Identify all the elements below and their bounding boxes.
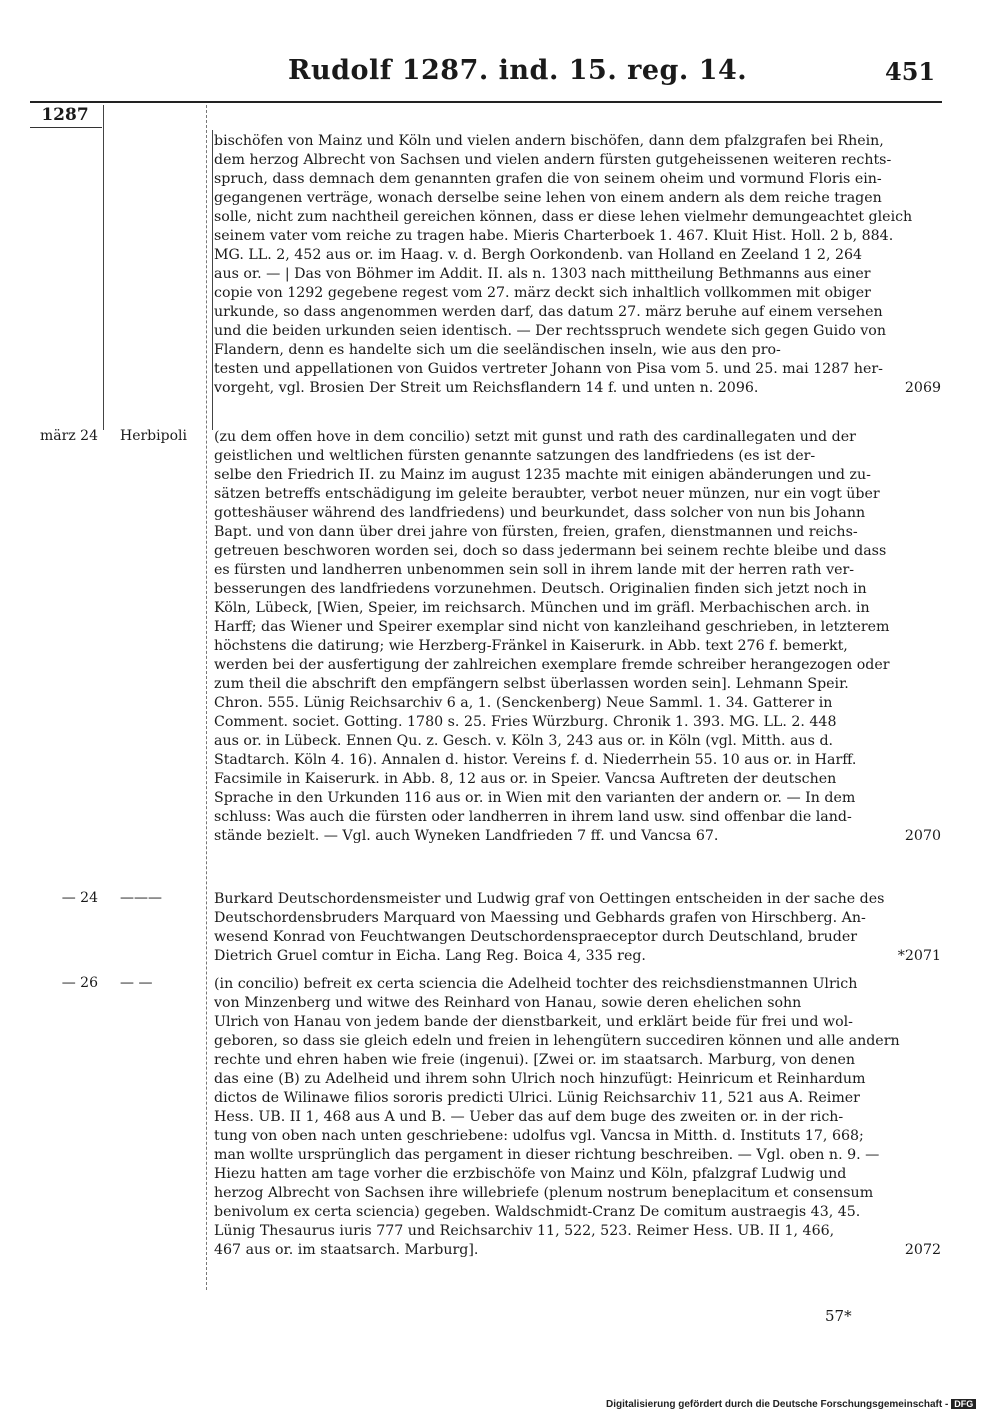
entry-2069 [214,132,941,398]
entry-line-last [214,379,941,398]
entry-line: geistlichen und weltlichen fürsten genannte satzungen des landfriedens (es ist der- [214,448,816,464]
entry-line: aus or. in Lübeck. Ennen Qu. z. Gesch. v. Köln 3, 243 aus or. in Köln (vgl. Mitth. aus d. [214,733,834,749]
entry-line: dictos de Wilinawe filios sororis predicti Ulrici. Lünig Reichsarchiv 11, 521 aus A. Reimer [214,1090,860,1106]
entry-line: solle, nicht zum nachtheil gereichen können, dass er diese lehen vielmehr demungeachtet gleich [214,209,913,225]
entry-line: rechte und ehren haben wie freie (ingenui). [Zwei or. im staatsarch. Marburg, von denen [214,1052,856,1068]
entry-line: sätzen betreffs entschädigung im geleite beraubter, verbot neuer münzen, nur ein vogt über [214,486,880,502]
entry-line: besserungen des landfriedens vorzunehmen. Deutsch. Originalien finden sich jetzt noch in [214,581,867,597]
entry-line: bischöfen von Mainz und Köln und vielen andern bischöfen, dann dem pfalzgrafen bei Rhein, [214,133,884,149]
entry-line: getreuen beschworen worden sei, doch so dass jedermann bei seinem rechte bleibe und dass [214,543,887,559]
entry-line: dem herzog Albrecht von Sachsen und vielen andern fürsten gutgeheissenen weiteren rechts- [214,152,892,168]
year-rule [30,127,102,128]
entry-line: (in concilio) befreit ex certa sciencia die Adelheid tochter des reichsdienstmannen Ulrich [214,976,858,992]
entry-line: vorgeht, vgl. Brosien Der Streit um Reichsflandern 14 f. und unten n. 2096. [214,380,759,396]
entry-line: zum theil die abschrift den empfängern selbst überlassen worden sein]. Lehmann Speir. [214,676,849,692]
entry-line: Facsimile in Kaiserurk. in Abb. 8, 12 aus or. in Speier. Vancsa Auftreten der deutschen [214,771,837,787]
entry-line: Bapt. und von dann über drei jahre von fürsten, freien, grafen, dienstmannen und reichs- [214,524,858,540]
entry-line: geboren, so dass sie gleich edeln und freien in lehengütern succediren können und alle andern [214,1033,900,1049]
entry-line: stände bezielt. — Vgl. auch Wyneken Landfrieden 7 ff. und Vancsa 67. [214,828,719,844]
entry-line: wesend Konrad von Feuchtwangen Deutschordenspraeceptor durch Deutschland, bruder [214,929,858,945]
entry-line: Flandern, denn es handelte sich um die seeländischen inseln, wie aus den pro- [214,342,781,358]
entry-line: copie von 1292 gegebene regest vom 27. märz deckt sich inhaltlich vollkommen mit obiger [214,285,871,301]
entry-line: urkunde, so dass angenommen werden darf, das datum 27. märz beruhe auf einem versehen [214,304,883,320]
entry-line: Köln, Lübeck, [Wien, Speier, im reichsarch. München und im gräfl. Merbachischen arch. in [214,600,870,616]
entry-date: — 26 [61,975,98,991]
entry-line-last [214,947,941,966]
header-rule [30,101,942,103]
entry-line: Chron. 555. Lünig Reichsarchiv 6 a, 1. (Senckenberg) Neue Samml. 1. 34. Gatterer in [214,695,833,711]
entry-line: seinem vater vom reiche zu tragen habe. Mieris Charterboek 1. 467. Kluit Hist. Holl. 2 b, 884. [214,228,894,244]
entry-line: es fürsten und landherren unbenommen sein soll in ihrem lande mit der herren rath ver- [214,562,855,578]
entry-line: schluss: Was auch die fürsten oder landherren in ihrem land usw. sind offenbar die land- [214,809,852,825]
entry-line: man wollte ursprünglich das pergament in dieser richtung beschreiben. — Vgl. oben n. 9. — [214,1147,880,1163]
footer-text: Digitalisierung gefördert durch die Deutsche Forschungsgemeinschaft - [606,1399,949,1410]
entry-line: Deutschordensbruders Marquard von Maessing und Gebhards grafen von Hirschberg. An- [214,910,866,926]
entry-line: Hess. UB. II 1, 468 aus A und B. — Ueber das auf dem buge des zweiten or. in der rich- [214,1109,844,1125]
entry-line: das eine (B) zu Adelheid und ihrem sohn Ulrich noch hinzufügt: Heinricum et Reinhardum [214,1071,866,1087]
digitization-footer [606,1399,976,1410]
entry-line: Burkard Deutschordensmeister und Ludwig graf von Oettingen entscheiden in der sache des [214,891,885,907]
entry-line: aus or. — | Das von Böhmer im Addit. II. als n. 1303 nach mittheilung Bethmanns aus einer [214,266,871,282]
regest-number: 2069 [904,380,941,396]
entry-place: Herbipoli [120,428,187,444]
entry-2070 [214,428,941,846]
entry-line: benivolum ex certa sciencia) gegeben. Waldschmidt-Cranz De comitum austraegis 43, 45. [214,1204,861,1220]
place-column-rule [206,105,208,1290]
regest-number: 2070 [904,828,941,844]
entry-date: märz 24 [40,428,98,444]
entry-line: Harff; das Wiener und Speirer exemplar sind nicht von kanzleihand geschrieben, in letzterem [214,619,890,635]
entry-line: Hiezu hatten am tage vorher die erzbischöfe von Mainz und Köln, pfalzgraf Ludwig und [214,1166,847,1182]
text-column-rule [212,130,213,430]
regest-number: 2072 [904,1242,941,1258]
entry-line: Stadtarch. Köln 4. 16). Annalen d. histor. Vereins f. d. Niederrhein 55. 10 aus or. in Harff. [214,752,857,768]
page-number: 451 [885,57,936,86]
entry-line: höchstens die datirung; wie Herzberg-Fränkel in Kaiserurk. in Abb. text 276 f. bemerkt, [214,638,848,654]
entry-2072 [214,975,941,1260]
margin-year: 1287 [41,105,89,125]
entry-line: testen und appellationen von Guidos vertreter Johann von Pisa vom 5. und 25. mai 1287 her- [214,361,883,377]
regest-number: *2071 [897,948,941,964]
entry-line: Comment. societ. Gotting. 1780 s. 25. Fries Würzburg. Chronik 1. 393. MG. LL. 2. 448 [214,714,837,730]
entry-line: tung von oben nach unten geschriebene: udolfus vgl. Vancsa in Mitth. d. Instituts 17, 668; [214,1128,864,1144]
entry-line: werden bei der ausfertigung der zahlreichen exemplare fremde schreiber herangezogen oder [214,657,890,673]
date-column-rule [103,105,104,430]
folio-signature: 57* [825,1307,852,1325]
entry-line: von Minzenberg und witwe des Reinhard von Hanau, sowie deren ehelichen sohn [214,995,802,1011]
entry-line: Ulrich von Hanau von jedem bande der dienstbarkeit, und erklärt beide für frei und wol- [214,1014,853,1030]
running-head-title: Rudolf 1287. ind. 15. reg. 14. [288,55,748,86]
entry-line: gotteshäuser während des landfriedens) und beurkundet, dass solcher von nun bis Johann [214,505,866,521]
entry-line-last [214,827,941,846]
entry-line: Dietrich Gruel comtur in Eicha. Lang Reg. Boica 4, 335 reg. [214,948,646,964]
entry-line: und die beiden urkunden seien identisch. — Der rechtsspruch wendete sich gegen Guido von [214,323,886,339]
entry-line: herzog Albrecht von Sachsen ihre willebriefe (plenum nostrum beneplacitum et consensum [214,1185,874,1201]
entry-date: — 24 [61,890,98,906]
entry-line: Lünig Thesaurus iuris 777 und Reichsarchiv 11, 522, 523. Reimer Hess. UB. II 1, 466, [214,1223,835,1239]
entry-line: selbe den Friedrich II. zu Mainz im august 1235 machte mit einigen abänderungen und zu- [214,467,871,483]
entry-line-last [214,1241,941,1260]
entry-line: (zu dem offen hove in dem concilio) setzt mit gunst und rath des cardinallegaten und der [214,429,856,445]
entry-line: MG. LL. 2, 452 aus or. im Haag. v. d. Bergh Oorkondenb. van Holland en Zeeland 1 2, 264 [214,247,863,263]
entry-line: spruch, dass demnach dem genannten grafen die von seinem oheim und vormund Floris ein- [214,171,882,187]
entry-place: ——— [120,890,162,906]
entry-2071 [214,890,941,966]
entry-line: gegangenen verträge, wonach derselbe seine lehen von einem andern als dem reiche tragen [214,190,882,206]
dfg-logo-icon: DFG [951,1399,976,1409]
entry-place: — — [120,975,153,991]
entry-line: 467 aus or. im staatsarch. Marburg]. [214,1242,479,1258]
entry-line: Sprache in den Urkunden 116 aus or. in Wien mit den varianten der andern or. — In dem [214,790,856,806]
